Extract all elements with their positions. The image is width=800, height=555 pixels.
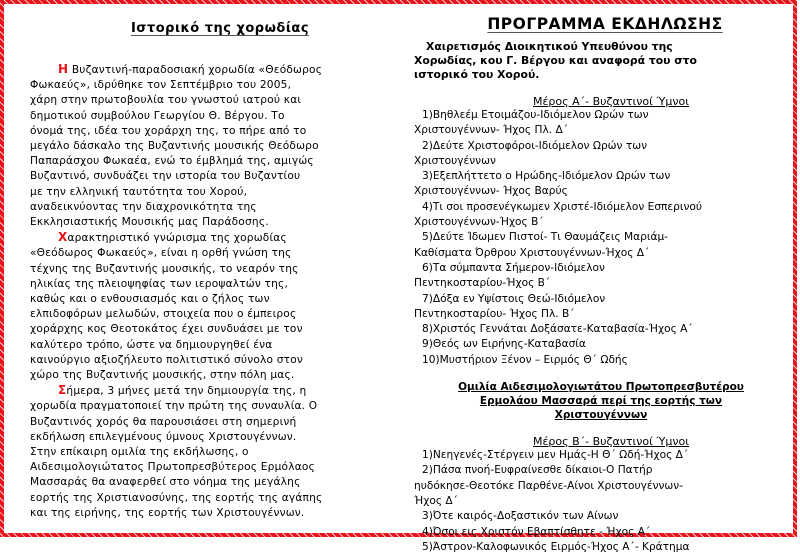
history-paragraph-1 <box>30 62 400 230</box>
text-line: καινούργιο αξιοζήλευτο πολιτιστικό σύνολο στον <box>30 353 304 366</box>
part-b-list <box>414 448 792 555</box>
program-item-cont: Πεντηκοσταρίου- Ήχος Πλ. Β΄ <box>414 307 575 320</box>
text-line: ήμερα, 3 μήνες μετά την δημιουργία της, η <box>66 385 307 398</box>
text-line: μεγάλο δάσκαλο της Βυζαντινής μουσικής Θεόδωρο <box>30 140 319 153</box>
text-line: Ομιλία Αιδεσιμολογιωτάτου Πρωτοπρεσβυτέρου <box>458 381 744 394</box>
program-item-cont: ηυδόκησε-Θεοτόκε Παρθένε-Αίνοι Χριστουγέννων- <box>414 479 684 492</box>
text-line: Βυζαντινός χορός θα παρουσιάσει στη σημερινή <box>30 415 297 428</box>
text-line: ελπιδοφόρων μελωδών, στοιχεία που ο έμπειρος <box>30 308 297 321</box>
text-line: χώρο της Βυζαντινής μουσικής, στην πόλη μας. <box>30 369 295 382</box>
text-line: αρακτηριστικό γνώρισμα της χορωδίας <box>67 232 287 245</box>
part-a-title: Μέρος Α΄- Βυζαντινοί Ύμνοι <box>533 95 689 108</box>
program-item: 4)Όσοι εις Χριστόν Εβαπτίσθητε - Ήχος Α΄ <box>422 525 651 538</box>
program-item-cont: Ήχος Δ΄ <box>414 494 458 507</box>
program-item: 4)Τι σοι προσενέγκωμεν Χριστέ-Ιδιόμελον Εσπερινού <box>422 200 702 213</box>
text-line: χορωδία πραγματοποιεί την πρώτη της συναυλία. Ο <box>30 400 318 413</box>
history-page <box>4 4 396 519</box>
drop-letter: Σ <box>58 383 67 398</box>
program-item: 8)Χριστός Γεννάται Δοξάσατε-Καταβασία-Ήχος Α΄ <box>422 323 693 336</box>
text-line: Φωκαεύς», ιδρύθηκε τον Σεπτέμβριο του 2005, <box>30 79 292 92</box>
program-item-cont: Χριστουγέννων- Ήχος Βαρύς <box>414 185 568 198</box>
text-line: Εκκλησιαστικής Μουσικής μας Παράδοσης. <box>30 216 269 229</box>
program-item-cont: Πεντηκοσταρίου-Ήχος Β΄ <box>414 277 551 290</box>
text-line: εορτής της Χριστιανοσύνης, της εορτής της αγάπης <box>30 491 323 504</box>
paragraph-first-line <box>30 383 400 399</box>
program-item: 3)Ότε καιρός-Δοξαστικόν των Αίνων <box>422 510 619 523</box>
text-line: καλύτερο τρόπο, ώστε να δημιουργηθεί ένα <box>30 338 273 351</box>
text-line: ιστορικό του Χορού. <box>414 68 540 81</box>
program-page <box>400 4 792 553</box>
paragraph-first-line <box>30 62 400 78</box>
drop-letter: Η <box>58 62 69 76</box>
program-item: 10)Μυστήριον Ξένον – Ειρμός Θ΄ Ωδής <box>422 353 628 366</box>
text-line: δημοτικού συμβούλου Γεωργίου Θ. Βέργου. Το <box>30 109 285 122</box>
drop-letter: Χ <box>58 230 68 245</box>
text-line: τέχνης της Βυζαντινής μουσικής, το νεαρόν της <box>30 262 299 275</box>
text-line: Βυζαντινό, συνδυάζει την ιστορία του Βυζαντίου <box>30 170 301 183</box>
text-line: Χορωδίας, κου Γ. Βέργου και αναφορά του στο <box>414 54 697 67</box>
program-item-cont: Χριστουγέννων <box>414 154 496 167</box>
program-item: 2)Πάσα πνοή-Ευφραίνεσθε δίκαιοι-Ο Πατήρ <box>422 464 653 477</box>
history-text <box>30 62 400 521</box>
program-item-cont: Χριστουγέννων-Ήχος Β΄ <box>414 216 544 229</box>
program-item-cont: Καθίσματα Όρθρου Χριστουγέννων-Ήχος Δ΄ <box>414 246 650 259</box>
program-intro <box>414 40 792 82</box>
text-line: και της ειρήνης, της εορτής των Χριστουγέννων. <box>30 506 305 519</box>
program-item: 5)Άστρον-Καλοφωνικός Ειρμός-Ήχος Α΄- Κράτημα <box>422 540 690 553</box>
program-title: ΠΡΟΓΡΑΜΜΑ ΕΚΔΗΛΩΣΗΣ <box>487 15 723 33</box>
text-line: ηλικίας της πλειοψηφίας των ιεροψαλτών της, <box>30 277 289 290</box>
part-a-list <box>414 108 792 368</box>
text-line: Χαιρετισμός Διοικητικού Υπευθύνου της <box>426 40 673 53</box>
program-item: 9)Θεός ων Ειρήνης-Καταβασία <box>422 338 586 351</box>
program-item: 1)Βηθλεέμ Ετοιμάζου-Ιδιόμελον Ωρών των <box>422 109 649 121</box>
homily-title <box>410 380 792 422</box>
program-item: 5)Δεύτε Ίδωμεν Πιστοί- Τι Θαυμάζεις Μαριάμ- <box>422 231 669 244</box>
text-line: με την ελληνική ταυτότητα του Χορού, <box>30 185 248 198</box>
part-b-title: Μέρος Β΄- Βυζαντινοί Ύμνοι <box>532 435 689 449</box>
program-item: 3)Εξεπλήττετο ο Ηρώδης-Ιδιόμελον Ωρών των <box>422 170 671 183</box>
text-line: όνομά της, ιδέα του χοράρχη της, το πήρε από το <box>30 124 307 137</box>
text-line: Χριστουγέννων <box>554 409 648 422</box>
text-line: Βυζαντινή-παραδοσιακή χορωδία «Θεόδωρος <box>68 64 323 76</box>
history-title: Ιστορικό της χορωδίας <box>130 21 310 36</box>
paragraph-first-line <box>30 230 400 246</box>
text-line: Ερμολάου Μασσαρά περί της εορτής των <box>479 395 723 408</box>
text-line: Παπαράσχου Φωκαέα, ενώ το έμβλημά της, αμιγώς <box>30 155 314 168</box>
text-line: Στην επίκαιρη ομιλία της εκδήλωσης, ο <box>30 446 249 459</box>
text-line: Μασσαράς θα αναφερθεί στο νόημα της μεγάλης <box>30 476 301 489</box>
text-line: «Θεόδωρος Φωκαεύς», είναι η ορθή γνώση της <box>30 247 292 260</box>
history-paragraph-3 <box>30 383 400 521</box>
text-line: καθώς και ο ενθουσιασμός και ο ζήλος των <box>30 293 270 306</box>
program-item: 1)Νεηγενές-Στέργειν μεν Ημάς-Η Θ΄ Ωδή-Ήχος Δ΄ <box>422 449 689 462</box>
text-line: χάρη στην πρωτοβουλία του γνωστού ιατρού και <box>30 94 302 107</box>
text-line: Αιδεσιμολογιώτατος Πρωτοπρεσβύτερος Ερμόλαος <box>30 461 315 474</box>
program-item: 2)Δεύτε Χριστοφόροι-Ιδιόμελον Ωρών των <box>422 139 647 152</box>
program-item-cont: Χριστουγέννων- Ήχος Πλ. Δ΄ <box>414 124 569 137</box>
text-line: αναδεικνύοντας την διαχρονικότητα της <box>30 200 257 213</box>
program-item: 6)Τα σύμπαντα Σήμερον-Ιδιόμελον <box>422 261 605 274</box>
text-line: εκδήλωση επιλεγμένους ύμνους Χριστουγέννων. <box>30 430 297 443</box>
history-paragraph-2 <box>30 230 400 383</box>
text-line: χοράρχης κος Θεοτοκάτος έχει συνδυάσει με τον <box>30 323 303 336</box>
program-item: 7)Δόξα εν Υψίστοις Θεώ-Ιδιόμελον <box>422 292 606 305</box>
